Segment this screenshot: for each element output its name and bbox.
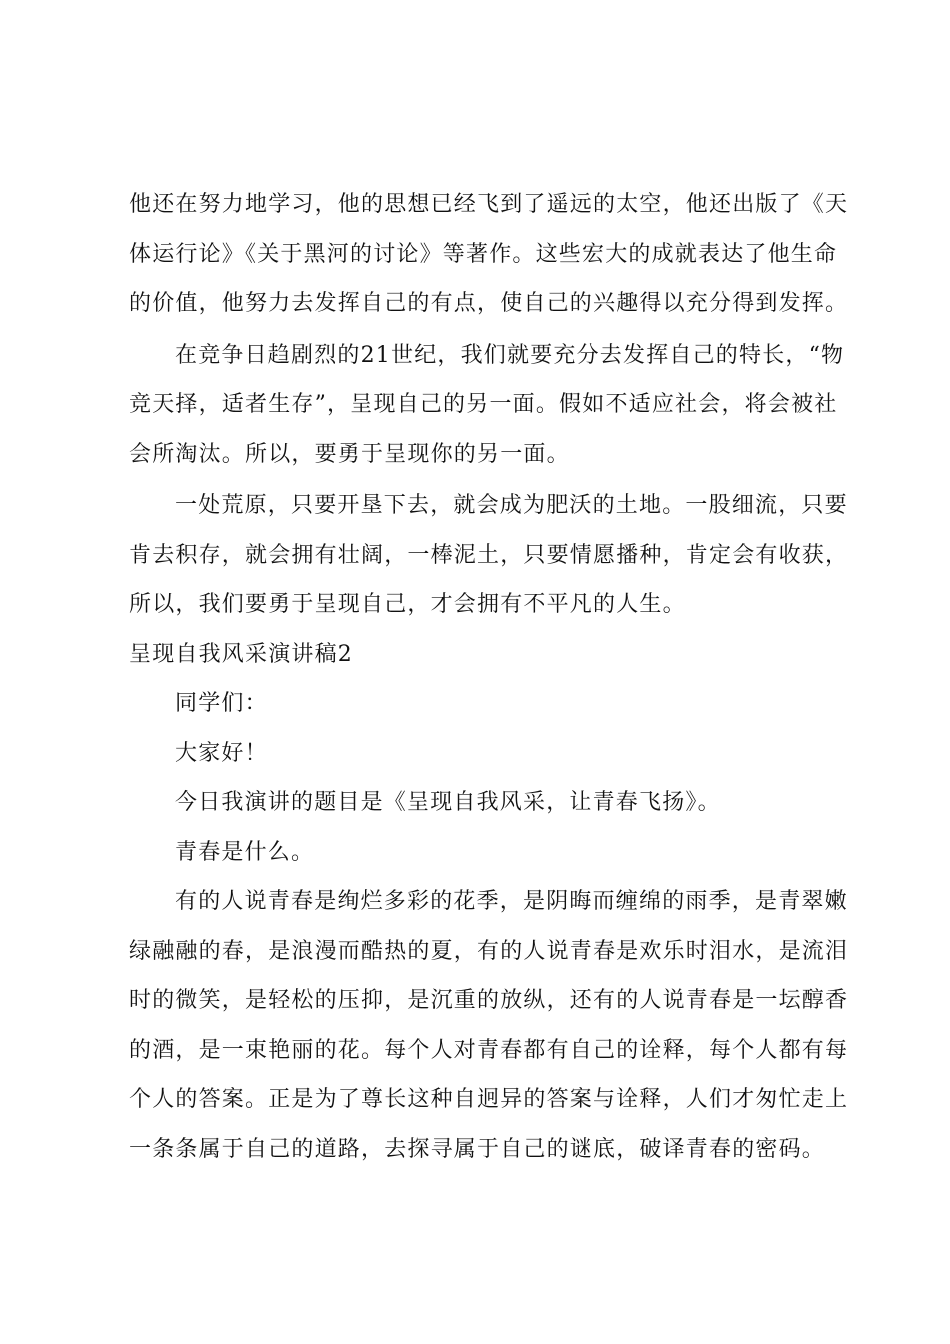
paragraph-line: 的价值，他努力去发挥自己的有点，使自己的兴趣得以充分得到发挥。 — [129, 291, 849, 316]
paragraph-line: 所以，我们要勇于呈现自己，才会拥有不平凡的人生。 — [129, 592, 686, 617]
paragraph-line: 一处荒原，只要开垦下去，就会成为肥沃的土地。一股细流，只要 — [175, 493, 848, 518]
paragraph-salutation — [129, 679, 834, 729]
paragraph-question — [129, 828, 834, 878]
paragraph-line: 体运行论》《关于黑河的讨论》等著作。这些宏大的成就表达了他生命 — [129, 241, 838, 267]
paragraph-line: 的酒，是一束艳丽的花。每个人对青春都有自己的诠释，每个人都有每 — [129, 1037, 849, 1063]
speech-title: 呈现自我风采演讲稿2 — [129, 641, 353, 667]
paragraph-line: 一条条属于自己的道路，去探寻属于自己的谜底，破译青春的密码。 — [129, 1136, 826, 1162]
paragraph-youth — [129, 877, 849, 1174]
paragraph-line: 今日我演讲的题目是《呈现自我风采，让青春飞扬》。 — [175, 790, 721, 815]
paragraph-line: 个人的答案。正是为了尊长这种自迥异的答案与诠释，人们才匆忙走上 — [129, 1087, 849, 1112]
paragraph-competition — [129, 331, 845, 480]
paragraph-line: 在竞争日趋剧烈的21世纪，我们就要充分去发挥自己的特长，“物 — [175, 342, 845, 368]
paragraph-topic — [129, 778, 834, 828]
paragraph-copernicus — [129, 180, 849, 329]
paragraph-line: 绿融融的春，是浪漫而酷热的夏，有的人说青春是欢乐时泪水，是流泪 — [129, 938, 849, 964]
paragraph-line: 他还在努力地学习，他的思想已经飞到了遥远的太空，他还出版了《天 — [129, 192, 849, 217]
paragraph-line: 同学们： — [175, 691, 268, 716]
document-body — [129, 180, 849, 1174]
paragraph-line: 肯去积存，就会拥有壮阔，一棒泥土，只要情愿播种，肯定会有收获， — [129, 542, 849, 568]
section-heading — [129, 630, 834, 680]
paragraph-line: 竞天择，适者生存”，呈现自己的另一面。假如不适应社会，将会被社 — [129, 392, 838, 417]
paragraph-line: 青春是什么。 — [175, 839, 315, 865]
paragraph-line: 大家好！ — [175, 740, 268, 766]
paragraph-line: 有的人说青春是绚烂多彩的花季，是阴晦而缠绵的雨季，是青翠嫩 — [175, 889, 848, 914]
paragraph-line: 会所淘汰。所以，要勇于呈现你的另一面。 — [129, 441, 570, 467]
paragraph-wasteland — [129, 481, 849, 630]
paragraph-line: 时的微笑，是轻松的压抑，是沉重的放纵，还有的人说青春是一坛醇香 — [129, 988, 849, 1013]
paragraph-greeting — [129, 729, 834, 779]
